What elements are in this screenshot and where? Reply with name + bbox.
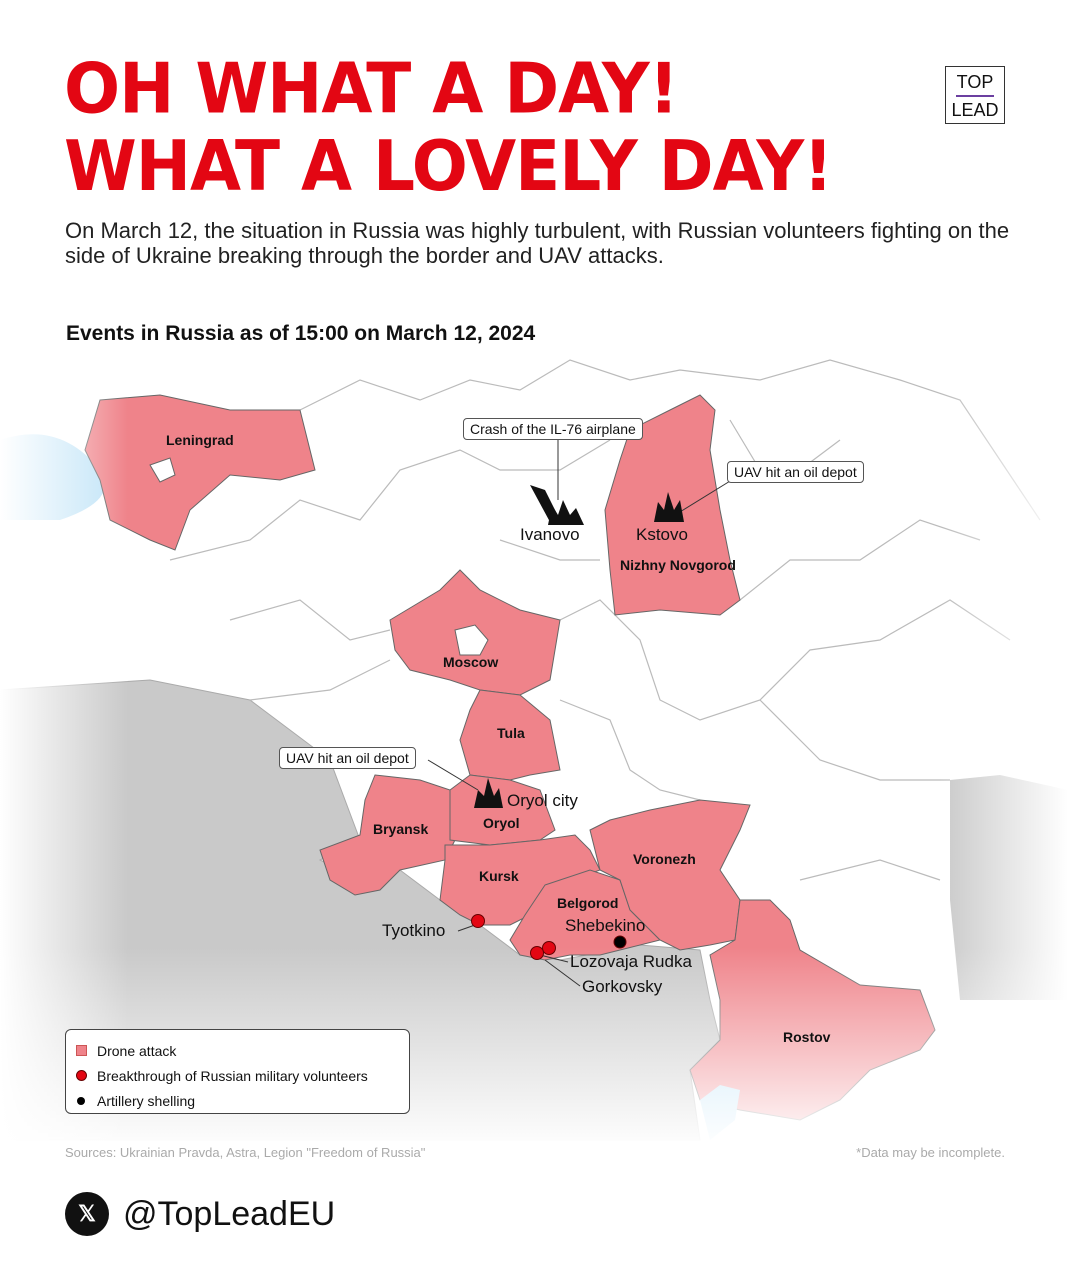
legend-item-drone [76,1038,399,1063]
black-dot-icon [77,1097,85,1105]
subtitle: On March 12, the situation in Russia was highly turbulent, with Russian volunteers fighting on the side of Ukraine breaking through the border and UAV attacks. [65,218,1010,268]
breakthrough-marker-tyotkino [472,915,485,928]
breakthrough-marker-gorkovsky [531,947,544,960]
social-handle[interactable] [65,1192,335,1236]
logo-bottom: LEAD [951,99,999,120]
legend-label: Breakthrough of Russian military volunteers [97,1067,368,1084]
drone-swatch-icon [76,1045,87,1056]
map-title: Events in Russia as of 15:00 on March 12, 2024 [66,322,536,345]
label-moscow: Moscow [443,654,499,670]
city-shebekino: Shebekino [565,916,646,935]
label-tula: Tula [497,725,525,741]
headline-line-1: OH WHAT A DAY! [64,48,678,130]
legend-label: Artillery shelling [97,1092,196,1109]
callout-kstovo-uav: UAV hit an oil depot [727,461,864,483]
sources: Sources: Ukrainian Pravda, Astra, Legion "Freedom of Russia" [65,1145,426,1160]
city-tyotkino: Tyotkino [382,921,446,940]
shelling-marker-shebekino [614,936,626,948]
label-kursk: Kursk [479,868,519,884]
label-belgorod: Belgorod [557,895,619,911]
city-kstovo: Kstovo [636,525,688,544]
city-lozovaja-rudka: Lozovaja Rudka [570,952,692,971]
x-logo-icon: 𝕏 [65,1192,109,1236]
headline-line-2: WHAT A LOVELY DAY! [64,125,833,207]
label-bryansk: Bryansk [373,821,429,837]
legend [65,1029,410,1114]
logo-top: TOP [956,72,994,92]
legend-item-breakthrough [76,1063,399,1088]
handle-text: @TopLeadEU [123,1194,336,1233]
city-oryol: Oryol city [507,791,578,810]
breakthrough-marker-lozovaja-rudka [543,942,556,955]
label-voronezh: Voronezh [633,851,696,867]
label-leningrad: Leningrad [166,432,234,448]
legend-label: Drone attack [97,1042,177,1059]
label-rostov: Rostov [783,1029,831,1045]
red-dot-icon [76,1070,87,1081]
city-ivanovo: Ivanovo [520,525,580,544]
city-gorkovsky: Gorkovsky [582,977,663,996]
data-note: *Data may be incomplete. [856,1145,1005,1160]
callout-il76-crash: Crash of the IL-76 airplane [463,418,643,440]
label-oryol: Oryol [483,815,520,831]
legend-item-shelling [76,1088,399,1113]
label-nizhny-novgorod: Nizhny Novgorod [620,557,736,573]
callout-oryol-uav: UAV hit an oil depot [279,747,416,769]
